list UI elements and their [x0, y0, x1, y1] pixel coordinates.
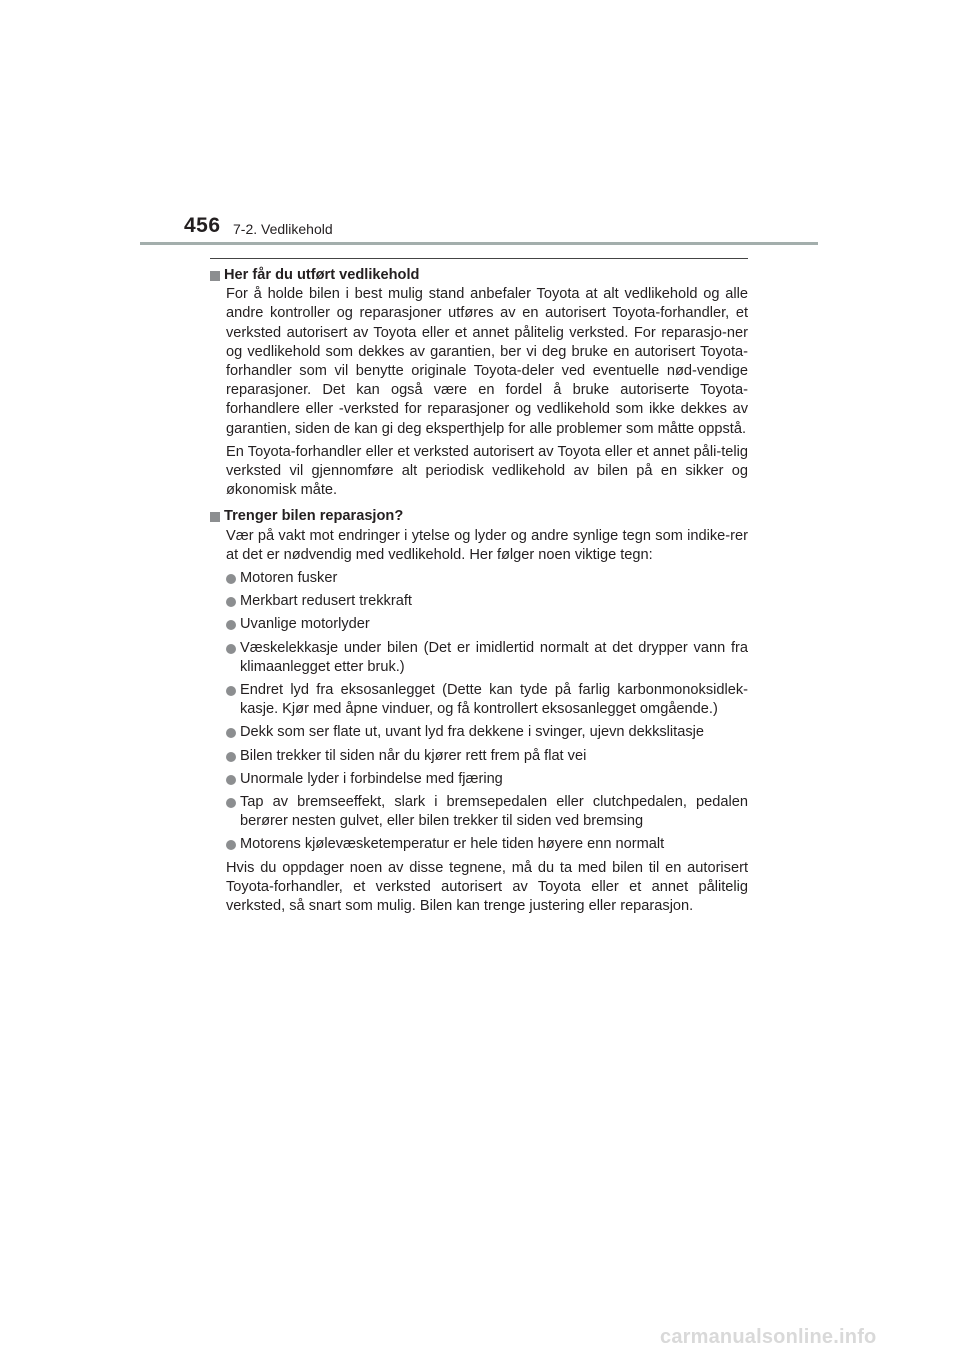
watermark: carmanualsonline.info [660, 1326, 877, 1348]
paragraph: En Toyota-forhandler eller et verksted autorisert av Toyota eller et annet påli-telig verksted vil gjennomføre alt periodisk vedlikehold av bilen på en sikker og økonomisk måte. [226, 443, 748, 499]
list-item: Unormale lyder i forbindelse med fjæring [210, 770, 748, 789]
section-title: 7-2. Vedlikehold [233, 221, 333, 237]
circle-bullet-icon [226, 798, 236, 808]
heading-repair [210, 507, 748, 526]
circle-bullet-icon [226, 752, 236, 762]
signs-list [210, 569, 748, 855]
page-number: 456 [184, 214, 221, 237]
paragraph: Hvis du oppdager noen av disse tegnene, må du ta med bilen til en autorisert Toyota-forhandler, et verksted autorisert av Toyota eller et annet pålitelig verksted, så snart som mulig. Bilen kan trenge justering eller reparasjon. [226, 859, 748, 915]
circle-bullet-icon [226, 840, 236, 850]
paragraph: For å holde bilen i best mulig stand anbefaler Toyota at alt vedlikehold og alle andre kontroller og reparasjoner utføres av en autorisert Toyota-forhandler, et verksted autorisert av Toyota eller et annet pålitelig verksted. For reparasjo-ner og vedlikehold som dekkes av garantien, ber vi deg bruke en autorisert Toyota-forhandler som vil benytte originale Toyota-deler ved eventuelle nød-vendige reparasjoner. Det kan også være en fordel å bruke autoriserte Toyota-forhandlere eller -verksted for reparasjoner og vedlikehold som ikke dekkes av garantien, siden de kan gi deg eksperthjelp for alle problemer som måtte oppstå. [226, 286, 748, 437]
square-bullet-icon [210, 271, 220, 281]
circle-bullet-icon [226, 574, 236, 584]
circle-bullet-icon [226, 775, 236, 785]
heading-text: Her får du utført vedlikehold [224, 267, 420, 283]
circle-bullet-icon [226, 597, 236, 607]
list-item: Bilen trekker til siden når du kjører rett frem på flat vei [210, 747, 748, 766]
circle-bullet-icon [226, 644, 236, 654]
list-item: Væskelekkasje under bilen (Det er imidlertid normalt at det drypper vann fra klimaanlegget etter bruk.) [210, 639, 748, 677]
circle-bullet-icon [226, 686, 236, 696]
list-item: Dekk som ser flate ut, uvant lyd fra dekkene i svinger, ujevn dekkslitasje [210, 723, 748, 742]
header-rule [140, 242, 818, 245]
list-item: Motorens kjølevæsketemperatur er hele tiden høyere enn normalt [210, 835, 748, 854]
list-item: Tap av bremseeffekt, slark i bremsepedalen eller clutchpedalen, pedalen berører nesten gulvet, eller bilen trekker til siden ved bremsing [210, 793, 748, 831]
heading-text: Trenger bilen reparasjon? [224, 508, 404, 525]
list-item: Endret lyd fra eksosanlegget (Dette kan tyde på farlig karbonmonoksidlek-kasje. Kjør med åpne vinduer, og få kontrollert eksosanlegget omgående.) [210, 681, 748, 719]
circle-bullet-icon [226, 728, 236, 738]
list-item: Motoren fusker [210, 569, 748, 588]
circle-bullet-icon [226, 620, 236, 630]
content [210, 266, 748, 920]
square-bullet-icon [210, 512, 220, 522]
paragraph: Vær på vakt mot endringer i ytelse og lyder og andre synlige tegn som indike-rer at det er nødvendig med vedlikehold. Her følger noen viktige tegn: [226, 527, 748, 563]
content-rule [210, 258, 748, 259]
list-item: Merkbart redusert trekkraft [210, 592, 748, 611]
list-item: Uvanlige motorlyder [210, 615, 748, 634]
heading-maintenance [210, 266, 748, 285]
